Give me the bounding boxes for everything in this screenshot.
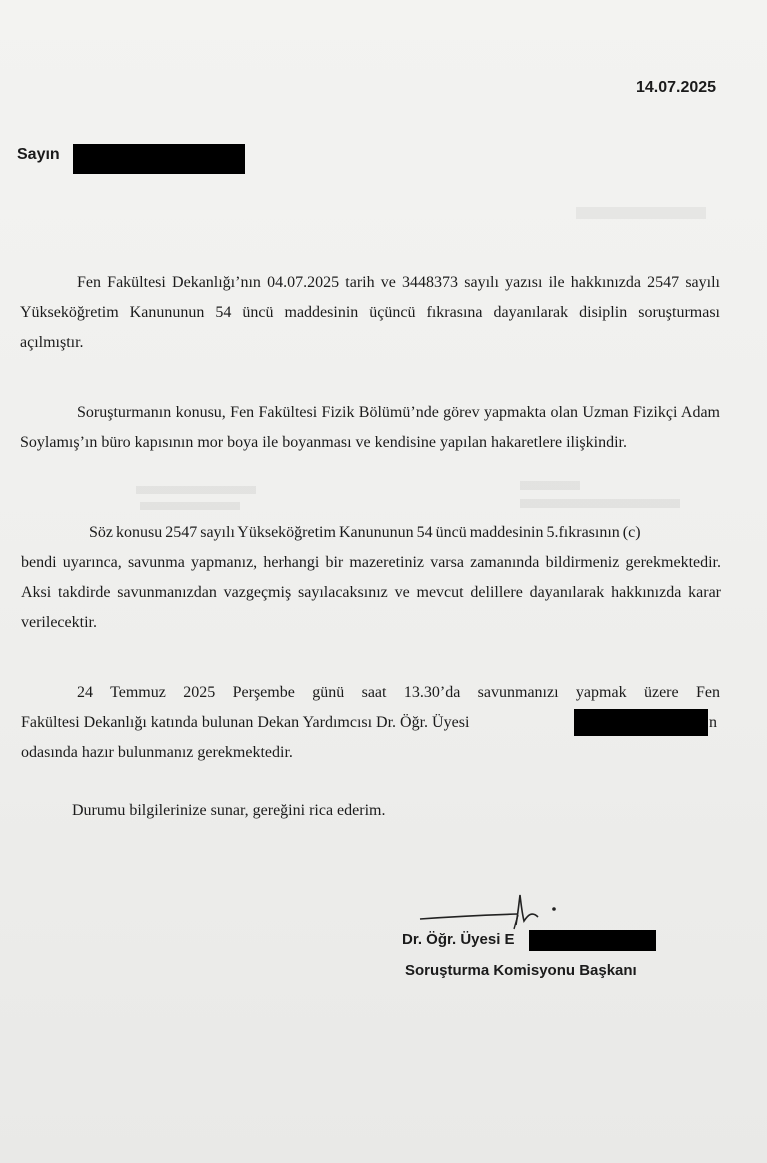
paragraph-hearing-line3: odasında hazır bulunmanız gerekmektedir.: [21, 744, 293, 761]
signatory-name: Dr. Öğr. Üyesi E: [402, 931, 515, 948]
salutation: Sayın: [17, 146, 60, 163]
paragraph-hearing-line1: 24 Temmuz 2025 Perşembe günü saat 13.30’da savunmanızı yapmak üzere Fen: [77, 684, 720, 701]
paragraph-defense-line1: Söz konusu 2547 sayılı Yükseköğretim Kanununun 54 üncü maddesinin 5.fıkrasının (c): [89, 524, 641, 541]
signatory-title: Soruşturma Komisyonu Başkanı: [405, 962, 637, 979]
paragraph-defense-body: bendi uyarınca, savunma yapmanız, herhangi bir mazeretiniz varsa zamanında bildirmeniz gerekmektedir. Aksi takdirde savunmanızdan vazgeçmiş sayılacaksınız ve mevcut delillere dayanılarak hakkınızda karar verilecektir.: [21, 554, 721, 631]
paragraph-hearing-line2: Fakültesi Dekanlığı katında bulunan Dekan Yardımcısı Dr. Öğr. Üyesi: [21, 714, 470, 731]
redacted-recipient-name: [73, 144, 245, 174]
paragraph-investigation-opened: Fen Fakültesi Dekanlığı’nın 04.07.2025 tarih ve 3448373 sayılı yazısı ile hakkınızda 2547 sayılı Yükseköğretim Kanununun 54 üncü maddesinin üçüncü fıkrasına dayanılarak disiplin soruşturması açılmıştır.: [20, 274, 720, 351]
paragraph-hearing-line2-suffix: n: [709, 714, 717, 731]
redacted-signatory-name: [529, 930, 656, 951]
letter-date: 14.07.2025: [636, 79, 717, 96]
redacted-dean-assistant-name: [574, 709, 708, 736]
closing-sentence: Durumu bilgilerinize sunar, gereğini rica ederim.: [72, 802, 386, 819]
paragraph-investigation-subject: Soruşturmanın konusu, Fen Fakültesi Fizik Bölümü’nde görev yapmakta olan Uzman Fizikçi Adam Soylamış’ın büro kapısının mor boya ile boyanması ve kendisine yapılan hakaretlere ilişkindir.: [20, 404, 720, 451]
